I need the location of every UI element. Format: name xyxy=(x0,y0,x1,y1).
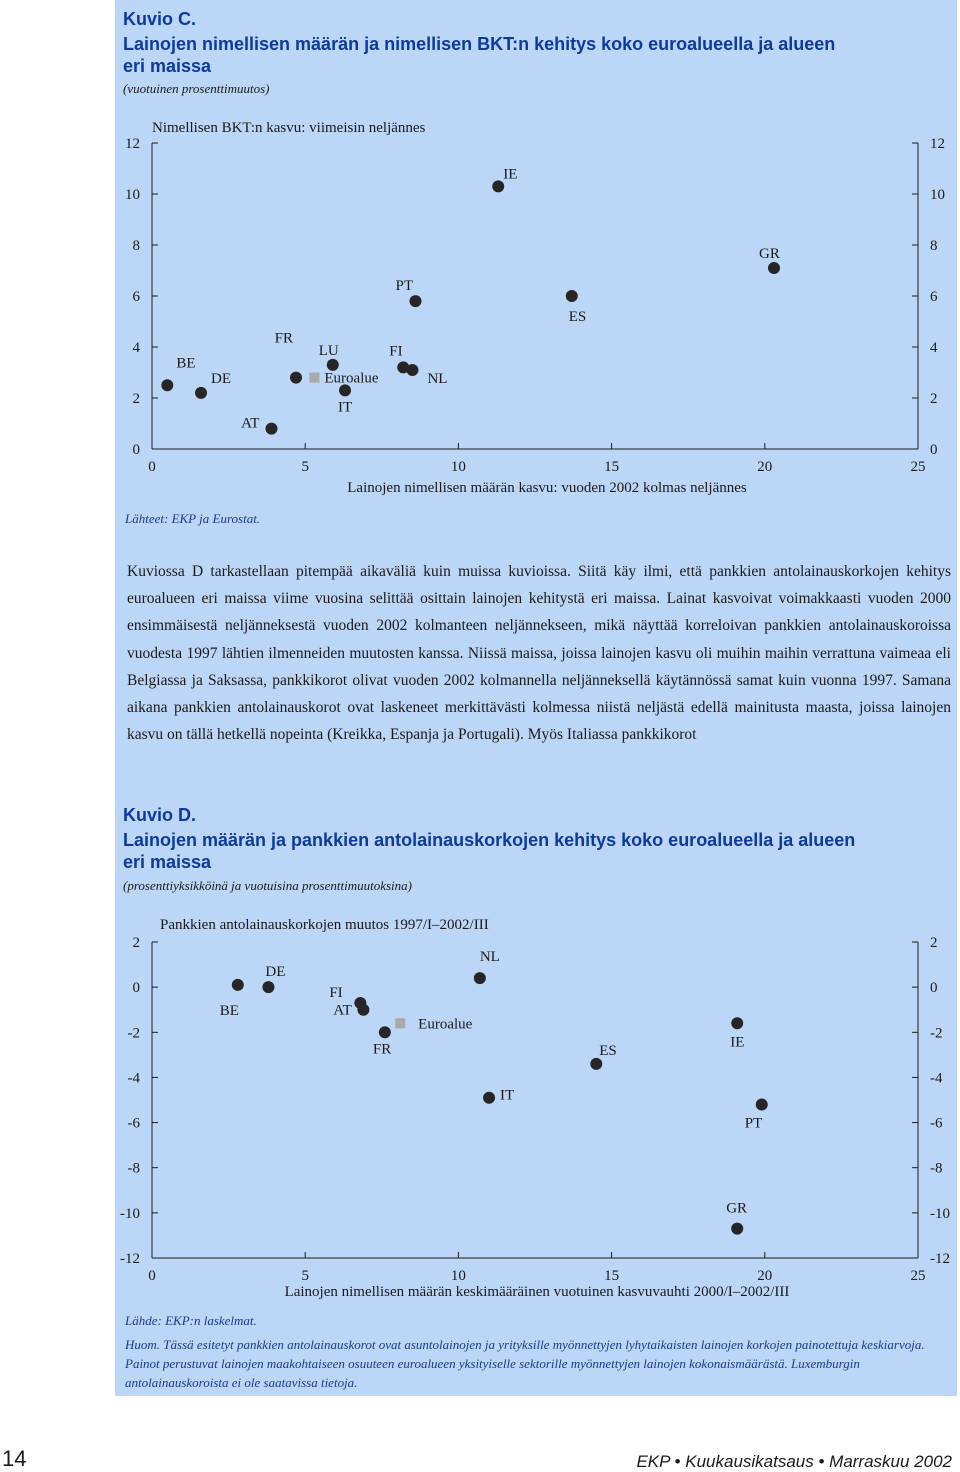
x-tick-label: 25 xyxy=(910,459,926,475)
x-tick-label: 15 xyxy=(604,1268,620,1284)
y-tick-label-right: -12 xyxy=(930,1251,950,1267)
y-tick-label-left: 10 xyxy=(125,187,140,203)
x-tick-label: 15 xyxy=(604,459,620,475)
publication-footer: EKP • Kuukausikatsaus • Marraskuu 2002 xyxy=(636,1452,952,1471)
data-point-ie xyxy=(731,1017,743,1029)
y-tick-label-left: 2 xyxy=(132,391,140,407)
y-tick-label-right: -6 xyxy=(930,1115,943,1132)
data-point-es xyxy=(590,1058,602,1070)
point-label-at: AT xyxy=(333,1002,352,1019)
x-tick-label: 0 xyxy=(148,1268,156,1284)
point-label-be: BE xyxy=(219,1002,239,1019)
y-tick-label-left: -10 xyxy=(120,1205,140,1222)
point-label-fr: FR xyxy=(274,330,294,347)
y-tick-label-right: 0 xyxy=(930,980,938,997)
data-point-pt xyxy=(756,1099,768,1111)
chart-title: Nimellisen BKT:n kasvu: viimeisin neljännes xyxy=(152,120,426,136)
y-tick-label-right: -4 xyxy=(930,1070,943,1087)
data-point-de xyxy=(262,981,274,993)
figure-d-title: Lainojen määrän ja pankkien antolainauskorkojen kehitys koko euroalueella ja alueen eri maissa xyxy=(123,830,856,872)
y-tick-label-right: 2 xyxy=(930,935,938,951)
x-tick-label: 10 xyxy=(450,1268,466,1284)
data-point-be xyxy=(232,979,244,991)
y-tick-label-left: -8 xyxy=(127,1160,140,1177)
y-tick-label-left: 0 xyxy=(132,980,140,997)
y-tick-label-right: -2 xyxy=(930,1025,943,1042)
point-label-be: BE xyxy=(176,355,196,372)
y-tick-label-right: -8 xyxy=(930,1160,943,1177)
point-label-it: IT xyxy=(500,1087,515,1104)
figure-d-label: Kuvio D. xyxy=(123,805,197,825)
y-tick-label-left: 4 xyxy=(132,340,140,356)
x-tick-label: 10 xyxy=(450,459,466,475)
point-label-euroalue: Euroalue xyxy=(418,1016,473,1033)
y-tick-label-right: 6 xyxy=(930,289,938,305)
point-label-fi: FI xyxy=(389,343,403,360)
point-label-fi: FI xyxy=(329,984,343,1001)
body-paragraph: Kuviossa D tarkastellaan pitempää aikaväliä kuin muissa kuvioissa. Siitä käy ilmi, että pankkien antolainauskorkojen kehitys euroalueen eri maissa viime vuosina selittää osittain lainojen kehitystä eri maissa. Lainat kasvoivat voimakkaasti vuoden 2000 ensimmäisestä neljänneksestä vuoden 2002 kolmanteen neljännekseen, mikä näyttää korreloivan pankkien antolainauskoroissa vuodesta 1997 lähtien ilmenneiden muutosten kanssa. Niissä maissa, joissa lainojen kasvu oli muihin maihin verrattuna vaimeaa eli Belgiassa ja Saksassa, pankkikorot olivat vuoden 2002 kolmannella neljänneksellä käytännössä samat kuin vuonna 1997. Samana aikana pankkien antolainauskorot ovat laskeneet merkittävästi kolmessa niistä neljästä edellä mainitusta maasta, joissa lainojen kasvu on tällä hetkellä nopeinta (Kreikka, Espanja ja Portugali). Myös Italiassa pankkikorot xyxy=(127,563,951,744)
point-label-fr: FR xyxy=(372,1041,392,1058)
point-label-ie: IE xyxy=(503,166,518,183)
x-axis-label: Lainojen nimellisen määrän kasvu: vuoden 2002 kolmas neljännes xyxy=(347,480,747,496)
figure-d-source: Lähde: EKP:n laskelmat. xyxy=(125,1313,257,1328)
y-tick-label-right: 0 xyxy=(930,442,938,458)
figure-d-subtitle: (prosenttiyksikköinä ja vuotuisina prosenttimuutoksina) xyxy=(123,878,412,893)
point-label-lu: LU xyxy=(318,342,339,359)
y-tick-label-left: 2 xyxy=(132,935,140,951)
point-label-euroalue: Euroalue xyxy=(324,370,379,387)
x-tick-label: 20 xyxy=(757,459,773,475)
point-label-pt: PT xyxy=(744,1115,763,1132)
y-tick-label-left: -12 xyxy=(120,1251,140,1267)
point-label-de: DE xyxy=(211,370,232,387)
x-tick-label: 20 xyxy=(757,1268,773,1284)
y-tick-label-right: 8 xyxy=(930,238,938,254)
y-tick-label-left: 8 xyxy=(132,238,140,254)
data-point-euroalue xyxy=(395,1018,405,1028)
figure-c-source: Lähteet: EKP ja Eurostat. xyxy=(125,511,261,526)
point-label-es: ES xyxy=(599,1042,617,1059)
figure-c-subtitle: (vuotuinen prosenttimuutos) xyxy=(123,81,270,96)
y-tick-label-left: 0 xyxy=(132,442,140,458)
y-tick-label-right: 4 xyxy=(930,340,938,356)
y-tick-label-right: 10 xyxy=(930,187,945,203)
figure-d-note: Huom. Tässä esitetyt pankkien antolainauskorot ovat asuntolainojen ja yrityksille myönnettyjen lyhytaikaisten lainojen korkojen painotettuja keskiarvoja. Painot perustuvat lainojen maakohtaiseen osuuteen euroalueen yksityiselle sektorille myönnettyjen lainojen kokonaismäärästä. Luxemburgin antolainauskoroista ei ole saatavissa tietoja. xyxy=(125,1337,925,1390)
point-label-at: AT xyxy=(241,415,260,432)
figure-c-title: Lainojen nimellisen määrän ja nimellisen BKT:n kehitys koko euroalueella ja alueen eri maissa xyxy=(123,34,836,76)
y-tick-label-right: 12 xyxy=(930,136,945,152)
y-tick-label-left: -4 xyxy=(127,1070,140,1087)
point-label-gr: GR xyxy=(726,1200,748,1217)
x-axis-label: Lainojen nimellisen määrän keskimääräinen vuotuinen kasvuvauhti 2000/I–2002/III xyxy=(284,1284,790,1300)
y-tick-label-right: -10 xyxy=(930,1205,950,1222)
y-tick-label-right: 2 xyxy=(930,391,938,407)
x-tick-label: 0 xyxy=(148,459,156,475)
x-tick-label: 25 xyxy=(910,1268,926,1284)
x-tick-label: 5 xyxy=(301,459,309,475)
x-tick-label: 5 xyxy=(301,1268,309,1284)
point-label-nl: NL xyxy=(479,949,500,966)
data-point-nl xyxy=(474,972,486,984)
point-label-nl: NL xyxy=(427,370,448,387)
point-label-pt: PT xyxy=(395,278,414,295)
point-label-de: DE xyxy=(265,964,286,981)
y-tick-label-left: 6 xyxy=(132,289,140,305)
data-point-it xyxy=(483,1092,495,1104)
data-point-at xyxy=(357,1004,369,1016)
data-point-gr xyxy=(731,1223,743,1235)
point-label-it: IT xyxy=(338,399,353,416)
page-number: 14 xyxy=(2,1446,27,1471)
y-tick-label-left: 12 xyxy=(125,136,140,152)
data-point-fr xyxy=(379,1026,391,1038)
y-tick-label-left: -2 xyxy=(127,1025,140,1042)
chart-title: Pankkien antolainauskorkojen muutos 1997/I–2002/III xyxy=(160,917,489,933)
point-label-es: ES xyxy=(568,309,587,325)
point-label-ie: IE xyxy=(730,1034,745,1051)
point-label-gr: GR xyxy=(758,245,780,262)
figure-c-label: Kuvio C. xyxy=(123,9,197,29)
y-tick-label-left: -6 xyxy=(127,1115,140,1132)
